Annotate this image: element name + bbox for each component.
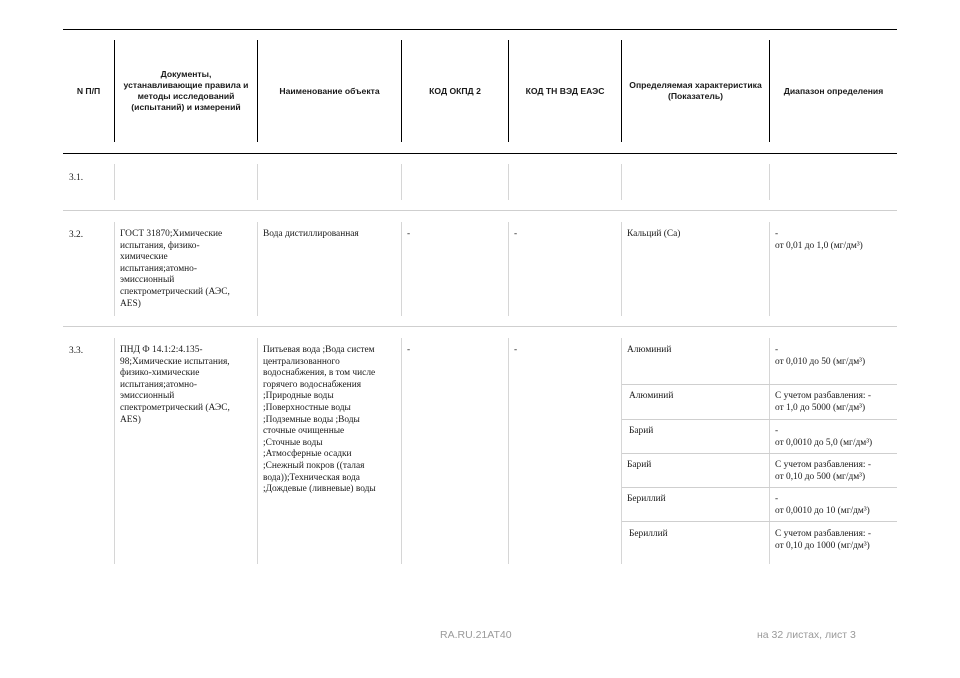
cell-divider bbox=[257, 222, 258, 316]
cell-divider bbox=[114, 338, 115, 564]
characteristic: Алюминий bbox=[629, 391, 674, 401]
characteristic: Барий bbox=[627, 460, 652, 470]
header-docs: Документы, устанавливающие правила и методы исследований (испытаний) и измерений bbox=[123, 69, 249, 112]
cell-divider bbox=[508, 164, 509, 200]
cell-divider bbox=[769, 338, 770, 564]
cell-divider bbox=[508, 222, 509, 316]
characteristic: Бериллий bbox=[629, 529, 668, 539]
characteristic: Алюминий bbox=[627, 345, 672, 355]
sheet-counter: на 32 листах, лист 3 bbox=[757, 629, 856, 641]
row-number: 3.1. bbox=[69, 173, 84, 183]
characteristic: Бериллий bbox=[627, 494, 666, 504]
cell-divider bbox=[114, 164, 115, 200]
header-okpd: КОД ОКПД 2 bbox=[429, 85, 481, 96]
okpd-code: - bbox=[407, 229, 411, 239]
determination-range: С учетом разбавления: - от 0,10 до 1000 (мг/дм³) bbox=[775, 529, 871, 551]
cell-divider bbox=[401, 164, 402, 200]
okpd-code: - bbox=[407, 345, 411, 355]
subrow-separator bbox=[622, 453, 897, 454]
characteristic: Кальций (Ca) bbox=[627, 229, 681, 239]
header-tnved: КОД ТН ВЭД ЕАЭС bbox=[525, 85, 605, 96]
subrow-separator bbox=[622, 521, 897, 522]
row-separator bbox=[63, 326, 897, 327]
tnved-code: - bbox=[514, 229, 518, 239]
header-range: Диапазон определения bbox=[783, 85, 884, 96]
tnved-code: - bbox=[514, 345, 518, 355]
cell-divider bbox=[401, 338, 402, 564]
object-name: Питьевая вода ;Вода систем централизованного водоснабжения, в том числе горячего водоснабжения ;Природные воды ;Поверхностные воды ;Подземные воды ;Воды сточные очищенные ;Сточные воды ;Атмосферные осадки ;Снежный покров ((талая вода));Техническая вода ;Дождевые (ливневые) воды bbox=[263, 345, 376, 495]
cell-divider bbox=[621, 222, 622, 316]
method-document: ГОСТ 31870;Химические испытания, физико- химические испытания;атомно- эмиссионный спектрометрический (АЭС, AES) bbox=[120, 229, 230, 309]
object-name: Вода дистиллированная bbox=[263, 229, 359, 239]
determination-range: - от 0,0010 до 5,0 (мг/дм³) bbox=[775, 426, 873, 448]
subrow-separator bbox=[622, 487, 897, 488]
cell-divider bbox=[621, 338, 622, 564]
subrow-separator bbox=[622, 384, 897, 385]
header-num: N П/П bbox=[76, 85, 101, 96]
determination-range: С учетом разбавления: - от 0,10 до 500 (мг/дм³) bbox=[775, 460, 871, 482]
cell-divider bbox=[114, 222, 115, 316]
row-number: 3.2. bbox=[69, 230, 84, 240]
characteristic: Барий bbox=[629, 426, 654, 436]
cell-divider bbox=[401, 222, 402, 316]
cell-divider bbox=[769, 222, 770, 316]
cell-divider bbox=[621, 164, 622, 200]
cell-divider bbox=[257, 338, 258, 564]
header-characteristic: Определяемая характеристика (Показатель) bbox=[629, 80, 762, 101]
method-document: ПНД Ф 14.1:2:4.135- 98;Химические испытания, физико-химические испытания;атомно- эмиссионный спектрометрический (АЭС, AES) bbox=[120, 345, 230, 425]
row-number: 3.3. bbox=[69, 346, 84, 356]
determination-range: - от 0,010 до 50 (мг/дм³) bbox=[775, 345, 866, 367]
row-separator bbox=[63, 210, 897, 211]
determination-range: С учетом разбавления: - от 1,0 до 5000 (мг/дм³) bbox=[775, 391, 871, 413]
header-object: Наименование объекта bbox=[279, 85, 380, 96]
determination-range: - от 0,01 до 1,0 (мг/дм³) bbox=[775, 229, 863, 251]
determination-range: - от 0,0010 до 10 (мг/дм³) bbox=[775, 494, 870, 516]
cell-divider bbox=[508, 338, 509, 564]
cell-divider bbox=[769, 164, 770, 200]
cell-divider bbox=[257, 164, 258, 200]
subrow-separator bbox=[622, 419, 897, 420]
document-code: RA.RU.21AT40 bbox=[440, 629, 512, 641]
table-top-rule bbox=[63, 29, 897, 30]
header-bottom-rule bbox=[63, 153, 897, 154]
